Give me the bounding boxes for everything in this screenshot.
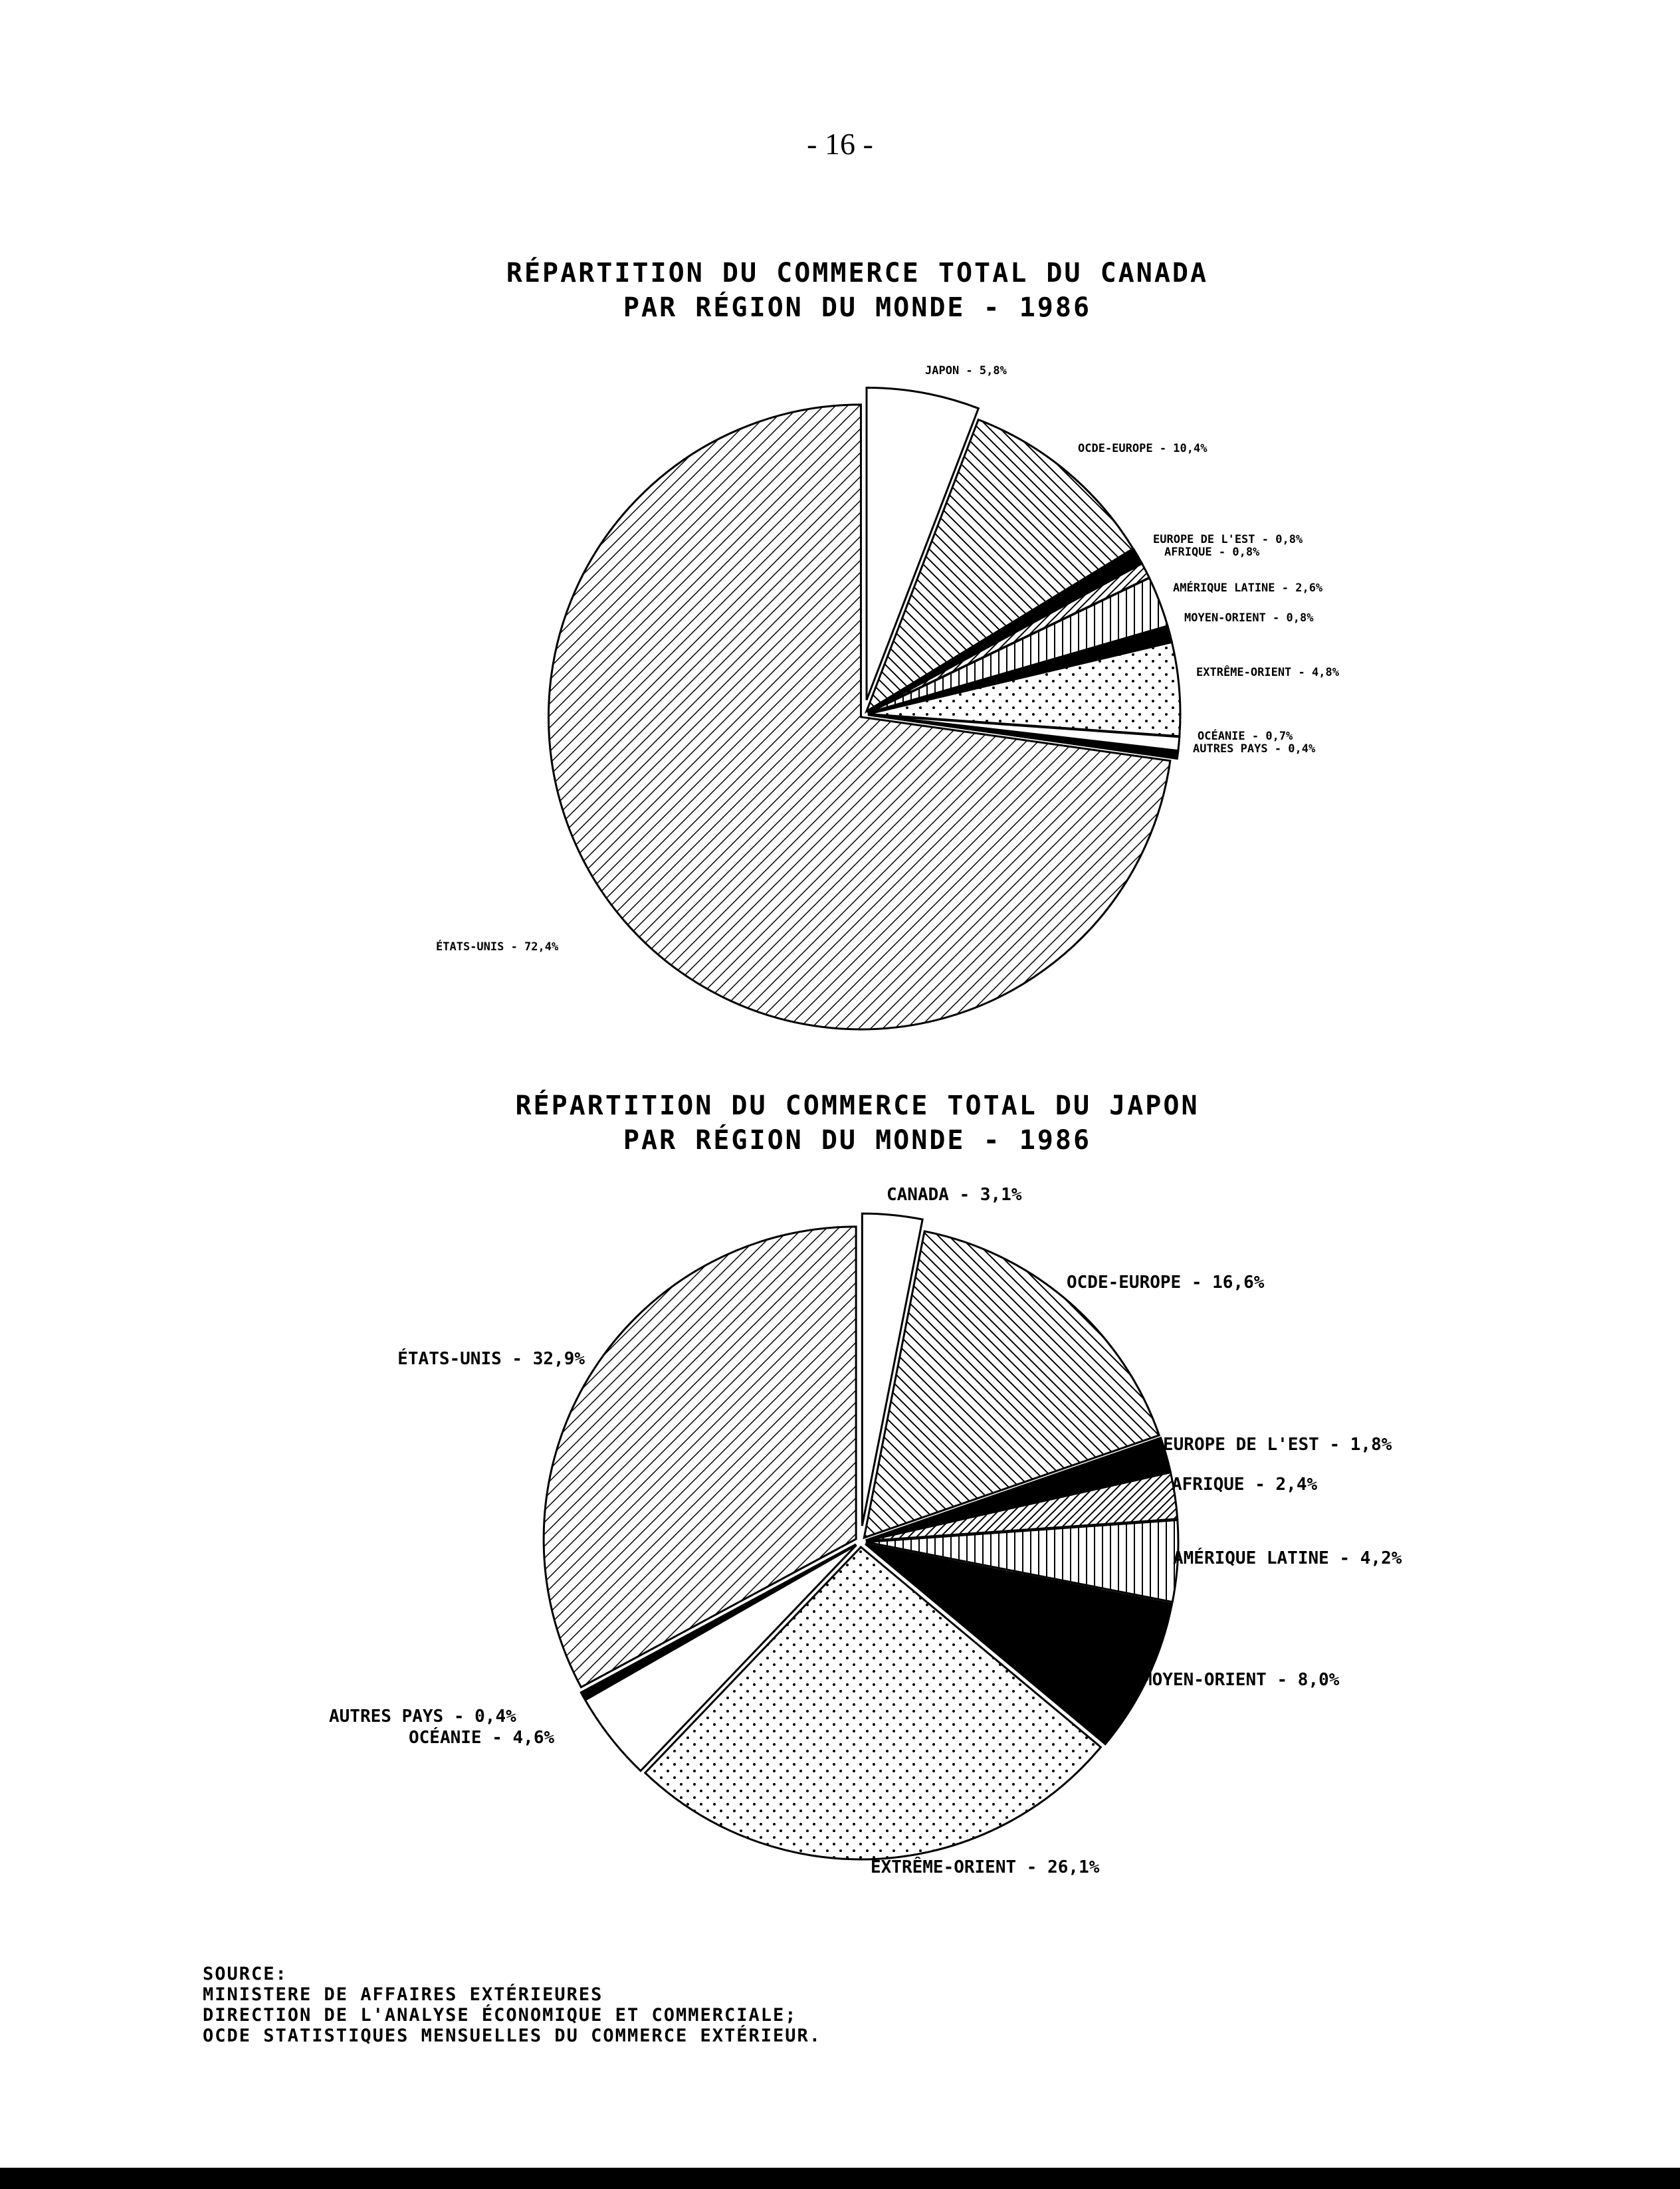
source-line-2: DIRECTION DE L'ANALYSE ÉCONOMIQUE ET COMMERCIALE; xyxy=(203,2005,797,2026)
pie-label-autres-pays: AUTRES PAYS - 0,4% xyxy=(329,1707,516,1726)
pie-label-etats-unis: ÉTATS-UNIS - 32,9% xyxy=(397,1349,585,1369)
chart-title-japon-line-2: PAR RÉGION DU MONDE - 1986 xyxy=(623,1125,1092,1156)
chart-title-japon xyxy=(199,1089,1515,1158)
source-heading: SOURCE: xyxy=(203,1964,288,1984)
pie-label-etats-unis: ÉTATS-UNIS - 72,4% xyxy=(436,940,559,954)
pie-japon-slices xyxy=(544,1213,1178,1859)
chart-title-canada xyxy=(199,256,1515,325)
pie-label-extreme-orient: EXTRÊME-ORIENT - 26,1% xyxy=(871,1857,1100,1877)
pie-label-extreme-orient: EXTRÊME-ORIENT - 4,8% xyxy=(1196,666,1339,679)
pie-label-afrique: AFRIQUE - 2,4% xyxy=(1172,1475,1318,1495)
pie-label-japon: JAPON - 5,8% xyxy=(925,364,1007,377)
pie-label-canada: CANADA - 3,1% xyxy=(887,1185,1022,1205)
source-line-1: MINISTERE DE AFFAIRES EXTÉRIEURES xyxy=(203,1984,603,2005)
pie-label-amerique-latine: AMÉRIQUE LATINE - 4,2% xyxy=(1173,1548,1402,1568)
pie-label-europe-de-l-est: EUROPE DE L'EST - 1,8% xyxy=(1163,1435,1392,1455)
pie-label-moyen-orient: MOYEN-ORIENT - 0,8% xyxy=(1184,611,1314,625)
pie-label-oceanie: OCÉANIE - 0,7% xyxy=(1198,730,1293,743)
pie-label-oceanie: OCÉANIE - 4,6% xyxy=(409,1728,555,1748)
pie-label-amerique-latine: AMÉRIQUE LATINE - 2,6% xyxy=(1173,581,1323,595)
pie-label-ocde-europe: OCDE-EUROPE - 10,4% xyxy=(1078,442,1208,455)
pie-chart-canada xyxy=(0,332,1680,1063)
source-line-3: OCDE STATISTIQUES MENSUELLES DU COMMERCE EXTÉRIEUR. xyxy=(203,2026,822,2046)
scan-edge-bar xyxy=(0,2168,1680,2189)
pie-label-europe-de-l-est: EUROPE DE L'EST - 0,8% xyxy=(1153,533,1303,546)
pie-chart-japon xyxy=(0,1170,1680,1901)
chart-title-canada-line-2: PAR RÉGION DU MONDE - 1986 xyxy=(623,292,1092,323)
chart-title-japon-line-1: RÉPARTITION DU COMMERCE TOTAL DU JAPON xyxy=(515,1091,1200,1121)
page-number: - 16 - xyxy=(807,127,873,161)
pie-canada-slices xyxy=(548,387,1180,1029)
pie-label-ocde-europe: OCDE-EUROPE - 16,6% xyxy=(1067,1273,1265,1293)
pie-label-afrique: AFRIQUE - 0,8% xyxy=(1164,546,1260,559)
chart-title-canada-line-1: RÉPARTITION DU COMMERCE TOTAL DU CANADA xyxy=(506,258,1209,288)
pie-label-moyen-orient: MOYEN-ORIENT - 8,0% xyxy=(1142,1670,1340,1690)
pie-label-autres-pays: AUTRES PAYS - 0,4% xyxy=(1193,742,1316,756)
source-note xyxy=(203,1964,821,2046)
